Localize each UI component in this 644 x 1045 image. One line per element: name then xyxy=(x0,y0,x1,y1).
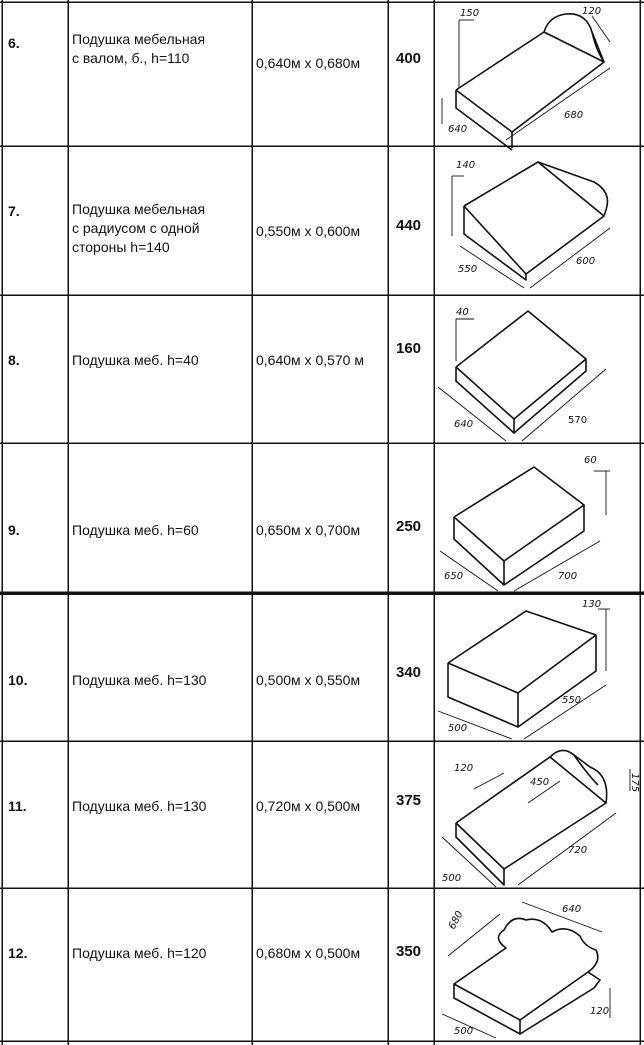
product-name: Подушка меб. h=60 xyxy=(72,522,199,538)
dimension-label: 175 xyxy=(629,773,640,793)
product-price: 440 xyxy=(396,217,422,234)
product-name-line: стороны h=140 xyxy=(72,239,170,255)
product-name-line: с валом, б., h=110 xyxy=(72,50,190,66)
row-number: 9. xyxy=(8,522,20,538)
dimension-label: 720 xyxy=(568,845,588,856)
bolster-cushion-drawing xyxy=(434,2,644,146)
product-name: Подушка меб. h=40 xyxy=(72,352,199,368)
product-size: 0,650м x 0,700м xyxy=(256,522,361,538)
product-size: 0,500м x 0,550м xyxy=(256,672,361,688)
product-size: 0,680м x 0,500м xyxy=(256,945,361,961)
product-price: 250 xyxy=(396,518,422,535)
dimension-label: 550 xyxy=(458,264,478,275)
product-name: Подушка меб. h=120 xyxy=(72,945,207,961)
wedge-bolster-cushion-drawing xyxy=(434,741,644,888)
shaped-cushion-drawing xyxy=(434,888,644,1041)
dimension-label: 60 xyxy=(584,455,597,466)
rounded-cushion-drawing xyxy=(434,146,644,295)
dimension-label: 500 xyxy=(454,1026,474,1037)
dimension-label: 120 xyxy=(582,6,602,17)
dimension-label: 680 xyxy=(564,110,584,121)
dimension-label: 130 xyxy=(582,599,602,610)
dimension-label: 140 xyxy=(456,160,476,171)
dimension-label: 700 xyxy=(558,571,578,582)
dimension-label: 680 xyxy=(446,909,466,932)
table-row xyxy=(0,593,644,741)
product-name xyxy=(72,30,248,68)
dimension-label: 40 xyxy=(456,307,469,318)
table-row xyxy=(0,146,644,295)
product-size: 0,550м x 0,600м xyxy=(256,223,361,239)
flat-cushion-drawing xyxy=(434,443,644,593)
table-row xyxy=(0,2,644,146)
dimension-label: 640 xyxy=(448,124,468,135)
product-name: Подушка меб. h=130 xyxy=(72,672,207,688)
dimension-label: 550 xyxy=(562,695,582,706)
product-size: 0,720м x 0,500м xyxy=(256,798,361,814)
dimension-label: 600 xyxy=(576,256,596,267)
row-number: 11. xyxy=(8,798,27,814)
dimension-label: 150 xyxy=(460,8,480,19)
product-size: 0,640м x 0,680м xyxy=(256,55,361,71)
product-price: 160 xyxy=(396,340,422,357)
dimension-label: 650 xyxy=(444,571,464,582)
product-price: 400 xyxy=(396,50,422,67)
row-number: 7. xyxy=(8,203,20,219)
dimension-label: 500 xyxy=(448,723,468,734)
dimension-label: 120 xyxy=(590,1006,610,1017)
product-name xyxy=(72,200,248,257)
table-row xyxy=(0,741,644,888)
row-number: 10. xyxy=(8,672,28,688)
table-row xyxy=(0,888,644,1041)
product-price: 340 xyxy=(396,664,422,681)
flat-cushion-drawing xyxy=(434,295,644,443)
row-number: 6. xyxy=(8,35,20,51)
product-name-line: с радиусом с одной xyxy=(72,220,200,236)
dimension-label: 120 xyxy=(454,763,474,774)
dimension-label: 450 xyxy=(530,777,550,788)
thick-cushion-drawing xyxy=(434,593,644,741)
dimension-label: 640 xyxy=(562,904,582,915)
dimension-label: 640 xyxy=(454,419,474,430)
product-name-line: Подушка мебельная xyxy=(72,31,206,47)
dimension-label: 570 xyxy=(568,415,588,426)
dimension-label: 500 xyxy=(442,873,462,884)
product-name-line: Подушка мебельная xyxy=(72,201,206,217)
table-row xyxy=(0,295,644,443)
row-number: 12. xyxy=(8,945,28,961)
product-name: Подушка меб. h=130 xyxy=(72,798,207,814)
product-size: 0,640м x 0,570 м xyxy=(256,352,364,368)
table-row xyxy=(0,443,644,593)
row-number: 8. xyxy=(8,352,20,368)
product-price: 350 xyxy=(396,943,422,960)
product-price: 375 xyxy=(396,792,422,809)
